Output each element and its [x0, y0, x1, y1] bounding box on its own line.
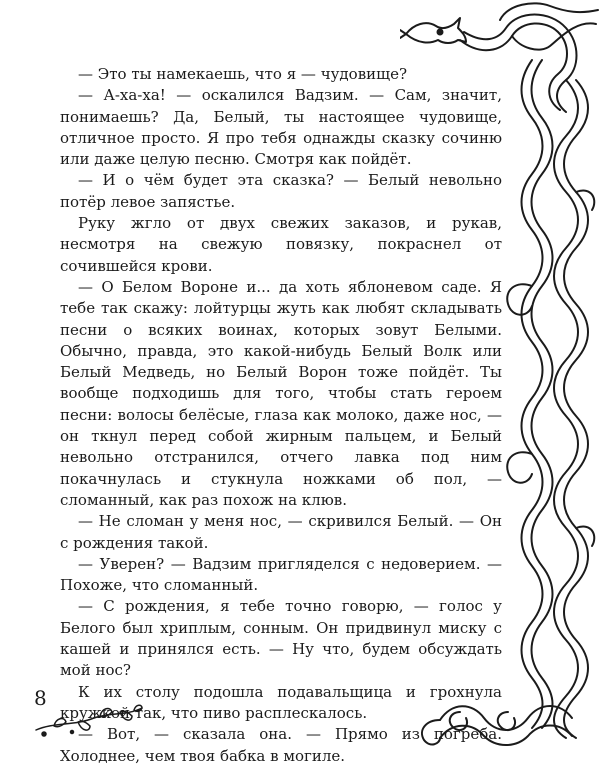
- paragraph: — И о чём будет эта сказка? — Белый невольно потёр левое запястье.: [60, 171, 502, 211]
- dragon-head: [406, 18, 466, 43]
- top-loop: [512, 23, 596, 49]
- paragraph: — О Белом Вороне и... да хоть яблоневом саде. Я тебе так скажу: лойтурцы жуть как любят складывать песни о всяких воинах, которых зовут Белыми. Обычно, правда, это какой-нибудь Белый Волк или Белый Медведь, но Белый Ворон тоже пойдёт. Ты вообще подходишь для того, чтобы стать героем песни: волосы белёсые, глаза как молоко, даже нос, — он ткнул перед собой жирным пальцем, и Белый невольно отстранился, отчего лавка под ним покачнулась и стукнула ножками об пол, — сломанный, как раз похож на клюв.: [60, 277, 502, 509]
- dragon-tongue: [400, 30, 406, 38]
- paragraph: — Уверен? — Вадзим пригляделся с недоверием. — Похоже, что сломанный.: [60, 554, 502, 595]
- paragraph: — А-ха-ха! — оскалился Вадзим. — Сам, значит, понимаешь? Да, Белый, ты настоящее чудовище, отличное просто. Я про тебя однажды сказку сочиню или даже целую песню. Смотря как пойдёт.: [60, 86, 502, 169]
- dragon-neck-inner: [464, 15, 577, 113]
- knotwork-border-ornament: [400, 0, 600, 750]
- paragraph: — Это ты намекаешь, что я — чудовище?: [78, 65, 408, 83]
- paragraph: — Вот, — сказала она. — Прямо из погреба. Холоднее, чем твоя бабка в могиле.: [60, 725, 502, 765]
- floral-corner-ornament: [34, 700, 144, 740]
- page-number: 8: [34, 686, 47, 710]
- dragon-eye: [438, 30, 443, 35]
- braid-strand-left: [522, 60, 543, 728]
- paragraph: К их столу подошла подавальщица и грохнула кружкой так, что пиво расплескалось.: [60, 682, 502, 722]
- bottom-spiral: [498, 712, 515, 730]
- paragraph: Руку жгло от двух свежих заказов, и рукав, несмотря на свежую повязку, покраснел от сочившейся крови.: [60, 214, 502, 275]
- bottom-tail: [422, 720, 440, 744]
- loop-ornament: [507, 284, 532, 315]
- loop-ornament: [507, 452, 532, 483]
- braid-strand-right-inner: [564, 80, 588, 738]
- bottom-spiral: [450, 712, 467, 730]
- paragraph: — С рождения, я тебе точно говорю, — голос у Белого был хриплым, сонным. Он придвинул миску с кашей и принялся есть. — Ну что, будем обсуждать мой нос?: [60, 597, 502, 680]
- berry-icon: [71, 731, 74, 734]
- paragraph: — Не сломан у меня нос, — скривился Белый. — Он с рождения такой.: [60, 512, 502, 552]
- bottom-knot: [440, 726, 572, 746]
- berry-icon: [42, 732, 46, 736]
